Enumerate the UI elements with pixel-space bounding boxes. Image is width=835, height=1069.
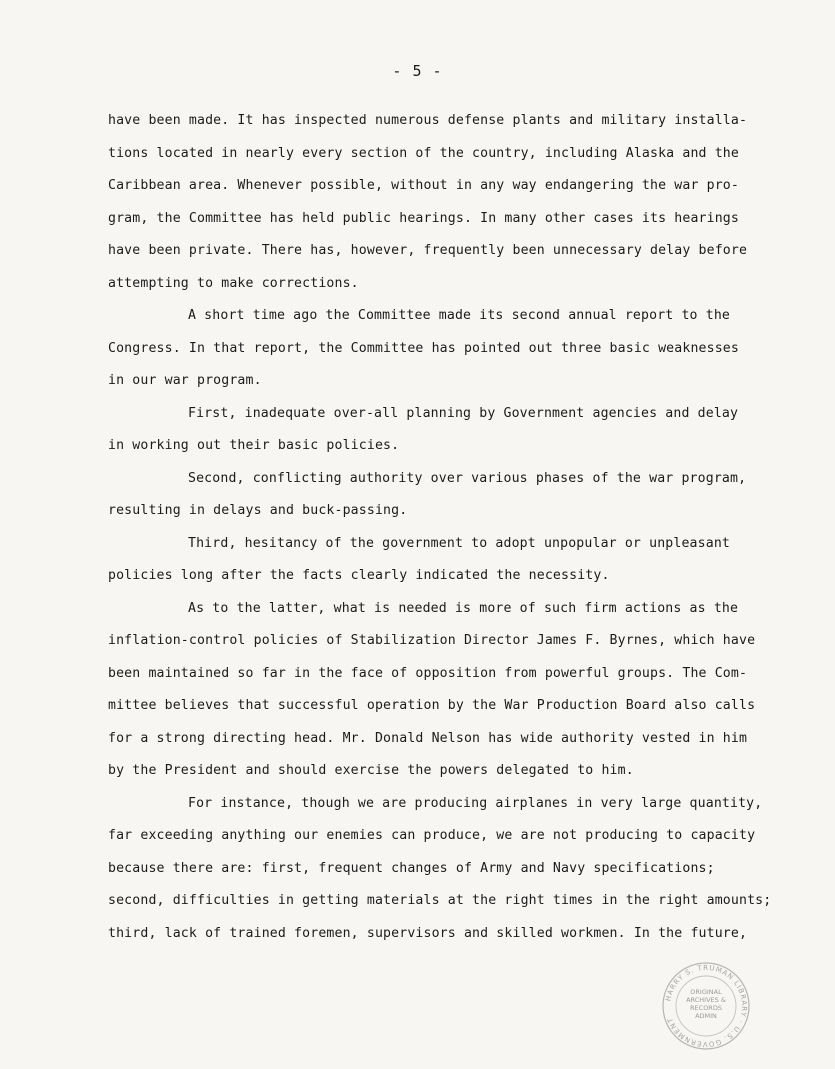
text-line: have been private. There has, however, frequently been unnecessary delay before	[108, 243, 748, 258]
text-line: in our war program.	[108, 373, 262, 388]
text-line: mittee believes that successful operation by the War Production Board also calls	[108, 698, 756, 713]
text-line: resulting in delays and buck-passing.	[108, 503, 408, 518]
text-line: Congress. In that report, the Committee has pointed out three basic weaknesses	[108, 340, 739, 356]
seal-line: ORIGINAL	[690, 988, 722, 996]
text-line: have been made. It has inspected numerous defense plants and military installa-	[108, 113, 748, 128]
text-line: inflation-control policies of Stabilization Director James F. Byrnes, which have	[108, 633, 756, 648]
text-line: policies long after the facts clearly indicated the necessity.	[108, 568, 610, 583]
text-line: far exceeding anything our enemies can produce, we are not producing to capacity	[108, 828, 756, 843]
svg-text:HARRY S. TRUMAN LIBRARY · U.S.: HARRY S. TRUMAN LIBRARY · U.S. GOVERNMENT	[664, 963, 749, 1049]
text-line: A short time ago the Committee made its second annual report to the	[188, 308, 730, 323]
text-line: tions located in nearly every section of the country, including Alaska and the	[108, 145, 739, 161]
text-line: because there are: first, frequent changes of Army and Navy specifications;	[108, 860, 715, 876]
text-line: First, inadequate over-all planning by Government agencies and delay	[188, 405, 739, 421]
seal-line: ADMIN	[695, 1012, 717, 1020]
seal-center-text	[660, 988, 752, 1020]
archive-seal-stamp	[660, 960, 752, 1052]
text-line: second, difficulties in getting materials at the right times in the right amounts;	[108, 893, 772, 908]
text-line: by the President and should exercise the powers delegated to him.	[108, 763, 634, 778]
text-line: for a strong directing head. Mr. Donald Nelson has wide authority vested in him	[108, 730, 748, 746]
seal-line: RECORDS	[690, 1004, 722, 1012]
text-line: in working out their basic policies.	[108, 438, 400, 453]
text-line: third, lack of trained foremen, supervisors and skilled workmen. In the future,	[108, 925, 748, 941]
text-line: Third, hesitancy of the government to adopt unpopular or unpleasant	[188, 535, 730, 551]
document-body	[108, 105, 772, 950]
text-line: Second, conflicting authority over various phases of the war program,	[188, 470, 747, 486]
text-line: attempting to make corrections.	[108, 275, 359, 291]
text-line: gram, the Committee has held public hearings. In many other cases its hearings	[108, 210, 739, 226]
text-line: been maintained so far in the face of opposition from powerful groups. The Com-	[108, 665, 748, 681]
text-line: Caribbean area. Whenever possible, without in any way endangering the war pro-	[108, 178, 739, 193]
page-number: - 5 -	[392, 62, 443, 80]
text-line: For instance, though we are producing airplanes in very large quantity,	[188, 795, 763, 811]
text-line: As to the latter, what is needed is more of such firm actions as the	[188, 600, 739, 616]
seal-line: ARCHIVES &	[686, 996, 726, 1004]
